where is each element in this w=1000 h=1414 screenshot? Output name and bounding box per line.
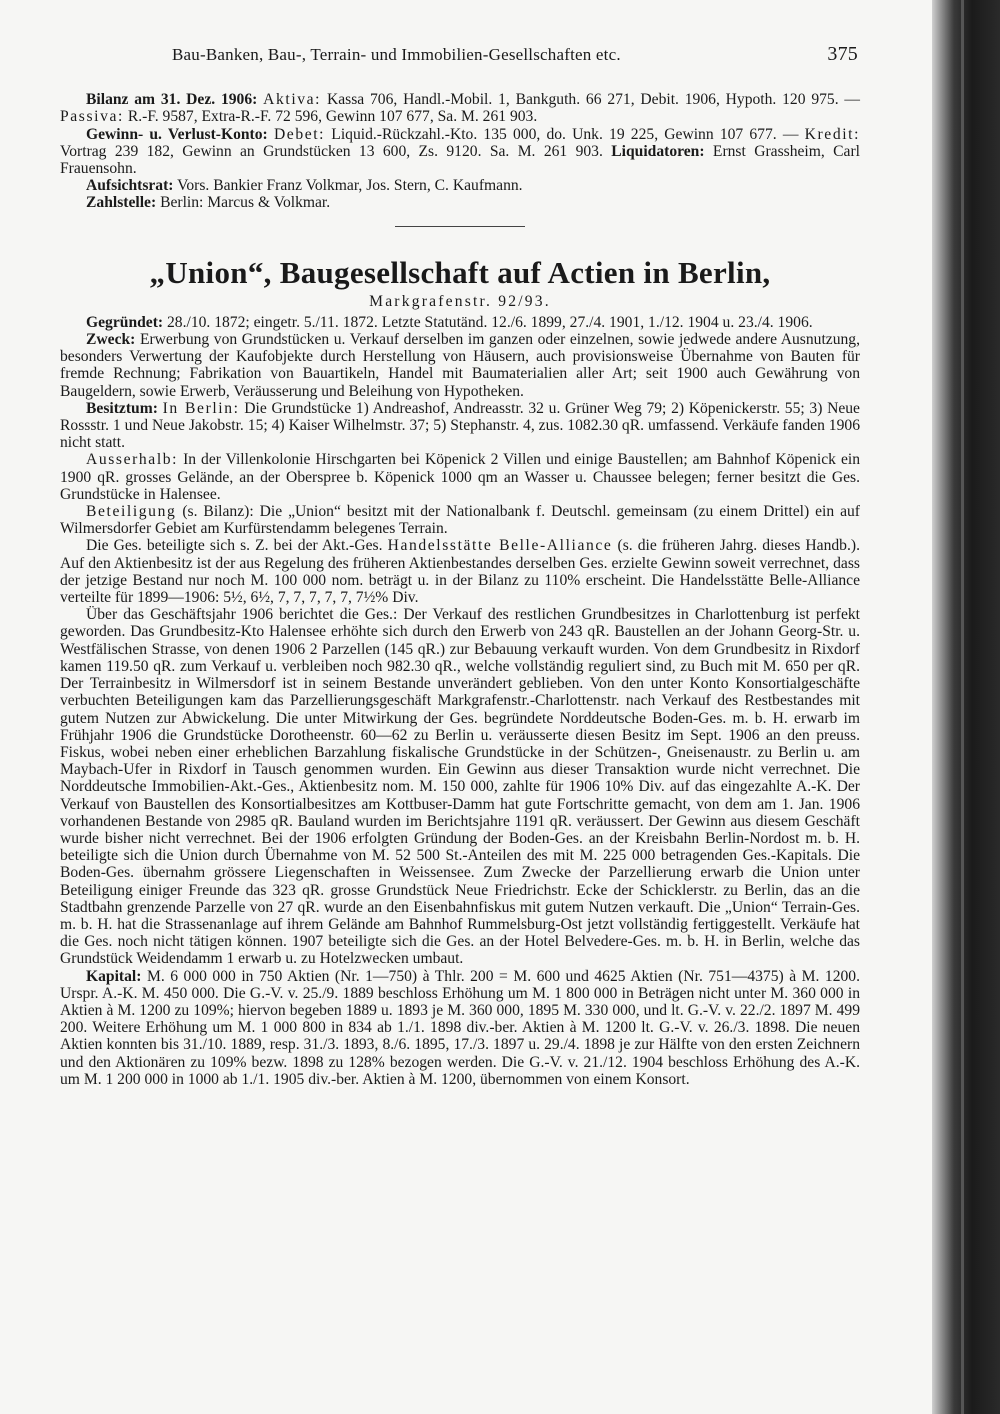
ausserhalb-text: In der Villenkolonie Hirschgarten bei Köpenick 2 Villen und einige Baustellen; am Bahnhof Köpenick ein 1900 qR. grosses Gelände, an der Oberspree b. Köpenick 1000 qm an Wasser u. Chaussee belegen; ferner besitzt die Ges. Grundstücke in Halensee. bbox=[60, 451, 860, 503]
company-address: Markgrafenstr. 92/93. bbox=[369, 292, 551, 310]
besitztum-label: Besitztum: bbox=[86, 399, 158, 417]
besitztum-text: Die Grundstücke 1) Andreashof, Andreasstr. 32 u. Grüner Weg 79; 2) Köpenickerstr. 55; 3) Neue Rossstr. 1 und Neue Jakobstr. 15; 4) Kaiser Wilhelmstr. 37; 5) Stephanstr. 4, zus. 1082.30 qR. umfassend. Verkäufe fanden 1906 nicht statt. bbox=[60, 399, 860, 452]
kapital-paragraph bbox=[60, 968, 860, 1088]
ausserhalb-paragraph bbox=[60, 451, 860, 503]
belle-text-2: (s. die früheren Jahrg. dieses Handb.). Auf den Aktienbesitz ist der aus Regelung des früheren Aktienbestandes derselben Ges. erzielte Gewinn soweit verrechnet, dass der jetzige Bestand nur noch M. 100 000 nom. beträgt u. in der Bilanz zu 110% erscheint. Die Handelsstätte Belle-Alliance verteilte für 1899—1906: 5½, 6½, 7, 7, 7, 7, 7, 7½% Div. bbox=[60, 537, 860, 607]
kapital-label: Kapital: bbox=[86, 967, 142, 985]
running-header bbox=[172, 43, 860, 65]
zweck-label: Zweck: bbox=[86, 331, 136, 349]
aufsichtsrat-label: Aufsichtsrat: bbox=[86, 177, 174, 195]
bilanz-text-2: R.-F. 9587, Extra-R.-F. 72 596, Gewinn 107 677, Sa. M. 261 903. bbox=[127, 108, 538, 126]
zweck-text: Erwerbung von Grundstücken u. Verkauf derselben im ganzen oder einzelnen, sowie jedwede andere Ausnutzung, besonders Verwertung der Kaufobjekte durch Herstellung von Häusern, auch provisionsweise Übernahme von Bauten für fremde Rechnung; Fabrikation von Bauartikeln, Handel mit Baumaterialien aller Art; seit 1900 auch Gewährung von Baugeldern, sowie Erwerb, Veräusserung und Beleihung von Hypotheken. bbox=[60, 331, 861, 400]
passiva-label: Passiva: bbox=[60, 108, 124, 126]
beteiligung-label: Beteiligung bbox=[86, 503, 177, 521]
page-number: 375 bbox=[827, 43, 858, 65]
ausserhalb-label: Ausserhalb: bbox=[86, 451, 179, 469]
gegruendet-paragraph bbox=[60, 314, 860, 331]
liquidatoren-text: Ernst Grassheim, Carl Frauensohn. bbox=[60, 142, 861, 178]
aktiva-label: Aktiva: bbox=[263, 91, 322, 109]
beteiligung-paragraph bbox=[60, 503, 860, 537]
section-divider bbox=[395, 226, 525, 227]
bilanz-text-1: Kassa 706, Handl.-Mobil. 1, Bankguth. 66 271, Debit. 1906, Hypoth. 120 975. — bbox=[326, 91, 861, 109]
gegruendet-label: Gegründet: bbox=[86, 313, 164, 331]
besitztum-place: In Berlin: bbox=[162, 399, 240, 417]
zweck-paragraph bbox=[60, 331, 860, 400]
report-1906-paragraph: Über das Geschäftsjahr 1906 berichtet die Ges.: Der Verkauf des restlichen Grundbesitzes in Charlottenburg ist perfekt geworden. Das Grundbesitz-Kto Halensee erhöhte sich durch den Erwerb von 243 qR. Baustellen an der Johann Georg-Str. u. Westfälischen Strasse, von denen 1906 2 Parzellen (145 qR.) zur Bebauung verkauft wurden. Von dem Grundbesitz in Rixdorf kamen 119.50 qR. zum Verkauf u. verbleiben noch 982.30 qR., welche vollständig reguliert sind, zu Buch mit M. 650 per qR. Der Terrainbesitz in Wilmersdorf ist in seinem Bestande unverändert geblieben. Von den unter Konto Konsortialgeschäfte verbuchten Beteiligungen kam das Parzellierungsgeschäft Markgrafenstr.-Charlottenstr. nach Verkauf des Restbestandes mit gutem Nutzen zur Abwickelung. Die unter Mitwirkung der Ges. begründete Norddeutsche Boden-Ges. m. b. H. erwarb im Frühjahr 1906 die Grundstücke Dorotheenstr. 60—62 zu Berlin u. veräusserte diesen Besitz im Sept. 1906 an den preuss. Fiskus, wobei neben einer erheblichen Barzahlung fiskalische Grundstücke in der Schützen-, Gneisenaustr. zu Berlin u. am Maybach-Ufer in Rixdorf in Tausch genommen wurden. Ein Gewinn aus dieser Transaktion wurde nicht verrechnet. Die Norddeutsche Immobilien-Akt.-Ges., Aktienbesitz nom. M. 150 000, zahlte für 1906 10% Div. auf das eingezahlte A.-K. Der Verkauf von Baustellen des Konsortialbesitzes am Kottbuser-Damm hat gute Fortschritte gemacht, von dem am 1. Jan. 1906 vorhandenen Bestande von 2985 qR. Bauland wurden im Berichtsjahre 1191 qR. veräussert. Der Gewinn aus diesem Geschäft wurde bisher nicht verrechnet. Bei der 1906 erfolgten Gründung der Boden-Ges. an der Kreisbahn Berlin-Nordost m. b. H. beteiligte sich die Union durch Übernahme von M. 52 500 St.-Anteilen des mit M. 225 000 betragenden Ges.-Kapitals. Die Boden-Ges. übernahm grössere Liegenschaften in Weissensee. Zum Zwecke der Parzellierung erwarb die Union unter Beteiligung einiger Freunde das 323 qR. grosse Grundstück Neue Friedrichstr. Ecke der Schicklerstr. zu Berlin, das an die Stadtbahn grenzende Parzelle von 27 qR. wurde an den Eisenbahnfiskus mit gutem Nutzen verkauft. Die „Union“ Terrain-Ges. m. b. H. hat die Strassenanlage auf ihrem Gelände am Bahnhof Rummelsburg-Ost jetzt vollständig fertiggestellt. Verkäufe hat die Ges. noch nicht tätigen können. 1907 beteiligte sich die Ges. an der Hotel Belvedere-Ges. m. b. H. in Berlin, welche das Grundstück Weidendamm 1 erwarb u. zu Hotelzwecken umbaut. bbox=[60, 606, 860, 968]
company-title: „Union“, Baugesellschaft auf Actien in Berlin, bbox=[149, 254, 771, 290]
zahlstelle-label: Zahlstelle: bbox=[86, 194, 157, 212]
bilanz-paragraph bbox=[60, 91, 860, 125]
gegruendet-text: 28./10. 1872; eingetr. 5./11. 1872. Letzte Statutänd. 12./6. 1899, 27./4. 1901, 1./12. 1904 u. 23./4. 1906. bbox=[167, 313, 813, 331]
beteiligung-text: (s. Bilanz): Die „Union“ besitzt mit der Nationalbank f. Deutschl. gemeinsam (zu einem Drittel) ein auf Wilmersdorfer Gebiet am Kurfürstendamm belegenes Terrain. bbox=[60, 503, 860, 538]
guv-text-2: Vortrag 239 182, Gewinn an Grundstücken 13 600, Zs. 9120. Sa. M. 261 903. bbox=[60, 142, 603, 160]
guv-text-1: Liquid.-Rückzahl.-Kto. 135 000, do. Unk. 19 225, Gewinn 107 677. — bbox=[331, 125, 799, 143]
zahlstelle-text: Berlin: Marcus & Volkmar. bbox=[160, 194, 331, 212]
book-binding-shadow bbox=[932, 0, 1000, 1414]
text-column bbox=[60, 40, 860, 1088]
running-title: Bau-Banken, Bau-, Terrain- und Immobilien-Gesellschaften etc. bbox=[172, 45, 621, 64]
aufsichtsrat-paragraph bbox=[60, 177, 860, 194]
guv-label: Gewinn- u. Verlust-Konto: bbox=[86, 125, 268, 143]
belle-alliance-paragraph bbox=[60, 537, 860, 606]
liquidatoren-label: Liquidatoren: bbox=[611, 142, 705, 160]
guv-paragraph bbox=[60, 126, 860, 178]
kredit-label: Kredit: bbox=[804, 125, 861, 143]
belle-text-1: Die Ges. beteiligte sich s. Z. bei der Akt.-Ges. bbox=[86, 537, 383, 555]
debet-label: Debet: bbox=[273, 125, 326, 143]
kapital-text: M. 6 000 000 in 750 Aktien (Nr. 1—750) à Thlr. 200 = M. 600 und 4625 Aktien (Nr. 751—4375) à M. 1200. Urspr. A.-K. M. 450 000. Die G.-V. v. 25./9. 1889 beschloss Erhöhung um M. 1 800 000 in Beträgen nicht unter M. 360 000 in Aktien à M. 1200 zu 109%; hiervon begeben 1889 u. 1893 je M. 360 000, 1895 M. 330 000, und lt. G.-V. v. 22./2. 1897 M. 499 200. Weitere Erhöhung um M. 1 000 800 in 834 ab 1./1. 1898 div.-ber. Aktien à M. 1200 lt. G.-V. v. 26./3. 1898. Die neuen Aktien konnten bis 31./10. 1889, resp. 31./3. 1893, 8./6. 1895, 17./3. 1897 u. 29./4. 1898 je zur Hälfte von den ersten Zeichnern und den Aktionären zu 109% bezw. 1898 zu 128% bezogen werden. Die G.-V. v. 21./12. 1904 beschloss Erhöhung des A.-K. um M. 1 200 000 in 1000 ab 1./1. 1905 div.-ber. Aktien à M. 1200, übernommen von einem Konsort. bbox=[60, 967, 860, 1088]
besitztum-paragraph bbox=[60, 400, 860, 452]
book-spine-edge bbox=[961, 0, 964, 1414]
zahlstelle-paragraph bbox=[60, 194, 860, 211]
belle-company-name: Handelsstätte Belle-Alliance bbox=[387, 537, 613, 555]
aufsichtsrat-text: Vors. Bankier Franz Volkmar, Jos. Stern, C. Kaufmann. bbox=[177, 177, 523, 195]
bilanz-label: Bilanz am 31. Dez. 1906: bbox=[86, 91, 258, 109]
